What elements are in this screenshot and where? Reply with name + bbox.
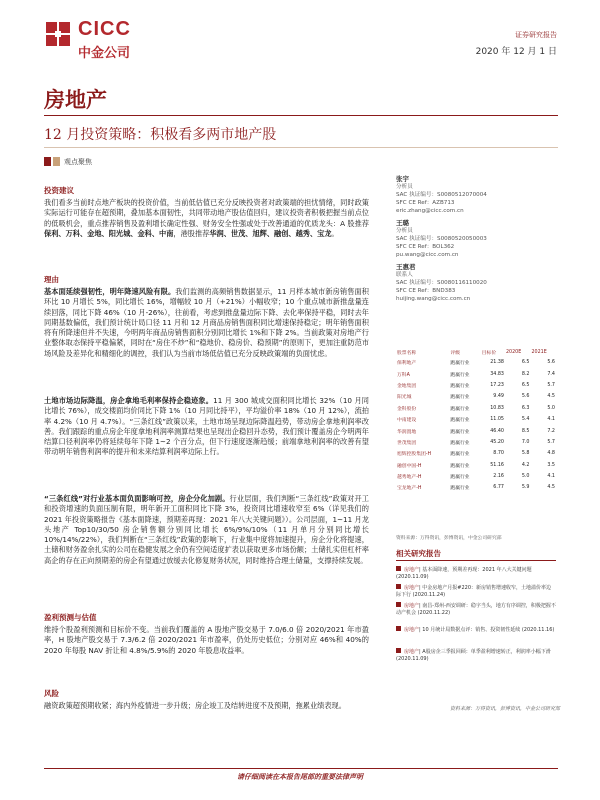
table-cell: 跑赢行业	[450, 463, 470, 469]
valuation-paragraph: 维持个股盈利预测和目标价不变。当前我们覆盖的 A 股地产股交易于 7.0/6.0 倍 2020/2021 年市盈率，H 股地产股交易于 7.3/6.2 倍 2020/2021 年市盈率，仍处历史低位；分别对应 46%和 40%的 2020 年每股 NAV 折让和 4.8%/5.9%的 2020 年股息收益率。	[44, 625, 369, 655]
bullet-icon	[396, 626, 401, 631]
bullet-icon	[396, 648, 401, 653]
analyst-sac: SAC 执证编号：S0080512070004	[396, 192, 487, 198]
table-row	[396, 448, 556, 459]
related-text: | 10 月统计局数据点评：销售、投资韧性延续 (2020.11.16)	[419, 627, 555, 633]
related-text: | A股房企三季报回顾：单季盈利增速转正，利润率小幅下滑 (2020.11.09)	[396, 649, 551, 662]
table-cell: 9.49	[493, 394, 504, 400]
table-cell: 5.7	[547, 382, 555, 388]
tag-square-icon	[44, 157, 51, 166]
table-row	[396, 391, 556, 402]
subtitle-divider	[44, 147, 558, 148]
analyst-sfc: SFC CE Ref：BND383	[396, 288, 456, 294]
table-cell: 跑赢行业	[450, 429, 470, 435]
table-cell: 8.2	[521, 371, 530, 377]
table-cell: 6.5	[521, 382, 530, 388]
related-sector: 房地产	[404, 567, 420, 573]
table-cell: 34.83	[490, 371, 504, 377]
related-title: 相关研究报告	[396, 549, 441, 558]
table-cell: 跑赢行业	[450, 418, 470, 424]
table-cell: 8.5	[521, 428, 530, 434]
table-cell: 11.05	[490, 417, 504, 423]
table-cell: 46.40	[490, 428, 504, 434]
cicc-logo-mark-icon	[44, 20, 72, 48]
table-cell: 金地集团	[397, 383, 417, 389]
reason-1-lead: 基本面延续强韧性，明年降速风险有限。	[44, 287, 176, 296]
reason-3-text: 行业层面，我们判断“三条红线”政策对开工和投资增速的负面压制有限，明年新开工面积同比下降 3%，投资同比增速收窄至 6%（详见我们的 2021 年投资策略报告《基本面降速，预期差再现：2021 年八大关键问题》）。公司层面，1~11 月龙头地产 Top10/30/50 房企销售额分别同比增长 6%/9%/10%（11 月单月分别同比增长 10%/14%/22%），我们判断在“三条红线”政策的影响下，行业集中度将加速提升，房企分化将提速，土储和财务盈余扎实的公司在稳健发展之余仍有空间适度扩表以获取更多市场份额；土储扎实但杠杆率高企的存在正向预期差的房企有望通过放缓去化修复财务状况，同时维持合理土储量，支撑持续发展。	[44, 494, 369, 565]
table-cell: 阳光城	[397, 395, 412, 401]
related-text: | 中金房地产月报#220：新房销售增速收窄，土地溢价率边际下行 (2020.11.24)	[396, 585, 552, 598]
invest-paragraph	[44, 198, 369, 239]
table-cell: 4.1	[547, 474, 555, 480]
analyst-role: 联系人	[396, 272, 413, 278]
document-type: 证券研究报告	[515, 31, 557, 39]
related-sector: 房地产	[404, 649, 420, 655]
table-row	[396, 471, 556, 482]
report-date: 2020 年 12 月 1 日	[475, 47, 557, 57]
tag-square-icon	[53, 157, 60, 166]
section-title-reason: 理由	[44, 275, 59, 284]
table-cell: 8.70	[493, 451, 504, 457]
table-cell: 5.6	[521, 394, 530, 400]
related-report-item[interactable]	[396, 566, 556, 581]
col-header: 评级	[450, 351, 460, 356]
reason-2-lead: 土地市场边际降温，房企拿地毛利率保持企稳迹象。	[44, 396, 214, 405]
table-row	[396, 460, 556, 471]
analyst-sfc: SFC CE Ref：BOL362	[396, 244, 455, 250]
section-title-valuation: 盈利预测与估值	[44, 613, 97, 622]
related-divider	[396, 560, 556, 561]
table-row	[396, 437, 556, 448]
analyst-name: 张宇	[396, 175, 409, 183]
table-cell: 金科股份	[397, 406, 417, 412]
analyst-sfc: SFC CE Ref：AZB713	[396, 200, 455, 206]
table-source-note: 资料来源：万得资讯，彭博资讯，中金公司研究部	[396, 536, 502, 541]
table-row	[396, 368, 556, 379]
table-cell: 6.77	[493, 485, 504, 491]
table-cell: 5.0	[547, 405, 555, 411]
table-cell: 跑赢行业	[450, 361, 470, 367]
logo-text-en: CICC	[78, 18, 131, 40]
table-cell: 21.38	[490, 360, 504, 366]
col-header: 目标价	[481, 351, 497, 356]
report-tag: 观点聚焦	[64, 158, 92, 166]
related-report-item[interactable]	[396, 648, 556, 663]
table-cell: 跑赢行业	[450, 383, 470, 389]
table-cell: 4.5	[547, 394, 555, 400]
col-header: 股票名称	[397, 351, 417, 356]
related-text: | 基本面降速，预期差再现：2021 年八大关键问题 (2020.11.09)	[396, 567, 532, 580]
analyst-name: 王璐	[396, 219, 409, 227]
table-cell: 5.7	[547, 439, 555, 445]
invest-text-end: 。	[331, 228, 339, 238]
table-cell: 跑赢行业	[450, 440, 470, 446]
related-report-item[interactable]	[396, 602, 556, 617]
table-cell: 保利地产	[397, 361, 417, 367]
table-cell: 2.16	[493, 474, 504, 480]
related-sector: 房地产	[404, 585, 420, 591]
table-row	[396, 425, 556, 436]
table-header-row	[396, 348, 556, 357]
reason-2-text: 11 月 300 城成交面积同比增长 32%（10 月同比增长 76%），成交楼面均价同比下降 1%（10 月同比持平），平均溢价率 18%（10 月 12%），流拍率 4.2%（10 月 4.7%）。“三条红线”政策以来，土地市场呈现边际降温趋势，带动房企拿地利润率改善。我们跟踪的重点房企年度拿地利润率测算结果也呈现出企稳回升态势，我们预计覆盖房企今明两年结算口径利润率仍将延续每年下降 1~2 个百分点，但下行速度逐渐趋缓；前端拿地利润率的改善有望带动明年销售利润率的提升和未来结算利润率边际上行。	[44, 396, 369, 457]
related-sector: 房地产	[404, 627, 420, 633]
table-cell: 4.1	[547, 417, 555, 423]
table-cell: 4.5	[547, 485, 555, 491]
table-cell: 10.83	[490, 405, 504, 411]
related-source-note: 资料来源：万得资讯，彭博资讯，中金公司研究部	[450, 706, 561, 712]
analyst-email[interactable]: pu.wang@cicc.com.cn	[396, 252, 459, 258]
related-sector: 房地产	[404, 603, 420, 609]
table-cell: 5.4	[521, 417, 530, 423]
table-cell: 45.20	[490, 439, 504, 445]
table-cell: 融创中国-H	[397, 463, 422, 469]
analyst-sac: SAC 执证编号：S0080116110020	[396, 280, 487, 286]
col-header: 2021E	[531, 350, 547, 355]
related-text: | 南昌-郑州-西安调研：稳字当头，地方有序调控，积极把握不动产机会 (2020.11.22)	[396, 603, 556, 616]
table-cell: 6.5	[521, 360, 530, 366]
table-cell: 跑赢行业	[450, 372, 470, 378]
table-cell: 4.8	[547, 451, 555, 457]
reason-paragraph-1	[44, 287, 369, 359]
table-cell: 跑赢行业	[450, 406, 470, 412]
table-cell: 华润置地	[397, 429, 417, 435]
table-cell: 跑赢行业	[450, 486, 470, 492]
report-title: 12 月投资策略：积极看多两市地产股	[44, 127, 277, 143]
table-cell: 5.6	[547, 360, 555, 366]
table-cell: 5.0	[521, 474, 530, 480]
table-cell: 旭辉控股集团-H	[397, 452, 432, 458]
reason-paragraph-2	[44, 396, 369, 458]
footer-divider	[44, 768, 558, 769]
col-header: 2020E	[505, 350, 522, 355]
legal-notice-footer: 请仔细阅读在本报告尾部的重要法律声明	[237, 773, 363, 781]
reason-paragraph-3	[44, 494, 369, 566]
invest-picks-h: 华润、世茂、旭辉、融创、越秀、宝龙	[209, 228, 332, 238]
bullet-icon	[396, 602, 401, 607]
table-row	[396, 403, 556, 414]
analyst-name: 王惠君	[396, 263, 416, 271]
table-cell: 7.2	[547, 428, 555, 434]
title-divider	[44, 115, 558, 116]
section-title-risk: 风险	[44, 689, 59, 698]
invest-text-mid: ，港股推荐	[173, 228, 210, 238]
invest-picks-a: 保利、万科、金地、阳光城、金科、中南	[44, 228, 174, 238]
table-cell: 5.9	[521, 485, 530, 491]
bullet-icon	[396, 566, 401, 571]
analyst-block	[396, 172, 556, 303]
table-row	[396, 357, 556, 368]
table-cell: 4.2	[521, 462, 530, 468]
table-cell: 世茂集团	[397, 440, 417, 446]
table-cell: 7.0	[521, 439, 530, 445]
reason-1-text: 我们监测的高频销售数据显示，11 月样本城市新房销售面积环比 10 月增长 5%，同比增长 16%，增幅较 10 月（+21%）小幅收窄；10 个重点城市新推盘量连续回落，同比下降 46%（10 月-26%），往前看，考虑到推盘量边际下降、去化率保持平稳，同时去年同期基数偏低，我们预计统计局口径 11 月和 12 月商品房销售面积同比增速保持稳定；明年销售面积将有所降速但并不失速，今明两年商品房销售面积分别同比增长 1%和下降 2%。当前政策对房地产行业整体取态保持平稳偏紧，同时在“房住不炒”和“稳地价、稳房价、稳预期”的原则下，更加注重防范市场风险及差异化和精细化的调控，我们认为当前市场低估值已充分反映政策端的负面忧虑。	[44, 287, 369, 358]
table-cell: 17.23	[490, 382, 504, 388]
table-cell: 跑赢行业	[450, 475, 470, 481]
stock-rating-table	[396, 348, 556, 494]
table-cell: 5.8	[521, 451, 530, 457]
table-cell: 7.4	[547, 371, 555, 377]
sector-title: 房地产	[44, 87, 107, 112]
table-cell: 跑赢行业	[450, 395, 470, 401]
table-cell: 3.5	[547, 462, 555, 468]
related-report-item[interactable]	[396, 584, 556, 599]
table-cell: 万科A	[397, 372, 410, 378]
table-cell: 宝龙地产-H	[397, 486, 422, 492]
table-cell: 中南建设	[397, 418, 417, 424]
analyst-email[interactable]: huijing.wang@cicc.com.cn	[396, 296, 471, 302]
bullet-icon	[396, 584, 401, 589]
section-title-invest: 投资建议	[44, 186, 74, 195]
analyst-email[interactable]: eric.zhang@cicc.com.cn	[396, 208, 464, 214]
logo-text-cn: 中金公司	[78, 46, 131, 61]
table-row	[396, 482, 556, 493]
related-report-item[interactable]	[396, 626, 556, 634]
analyst-sac: SAC 执证编号：S0080520050003	[396, 236, 487, 242]
table-row	[396, 380, 556, 391]
table-cell: 6.3	[521, 405, 530, 411]
table-row	[396, 414, 556, 425]
analyst-role: 分析员	[396, 184, 413, 190]
table-cell: 51.16	[490, 462, 504, 468]
table-cell: 越秀地产-H	[397, 475, 422, 481]
table-cell: 跑赢行业	[450, 452, 470, 458]
reason-3-lead: “三条红线”对行业基本面负面影响可控，房企分化加剧。	[44, 494, 230, 503]
invest-text: 我们看多当前时点地产板块的投资价值，当前低估值已充分反映投资者对政策端的担忧情绪，同时政策实际运行可能存在超预期，叠加基本面韧性，共同带动地产股估值回归，建议投资者积极把握当前点位的低吸机会，重点推荐销售及盈利增长确定性强、财务安全性强或处于改善通道的优质龙头：A 股推荐	[44, 198, 369, 228]
analyst-role: 分析员	[396, 228, 413, 234]
risk-paragraph: 融资政策超预期收紧；海内外疫情进一步升级；房企竣工及结转进度不及预期，拖累业绩表现。	[44, 701, 346, 710]
